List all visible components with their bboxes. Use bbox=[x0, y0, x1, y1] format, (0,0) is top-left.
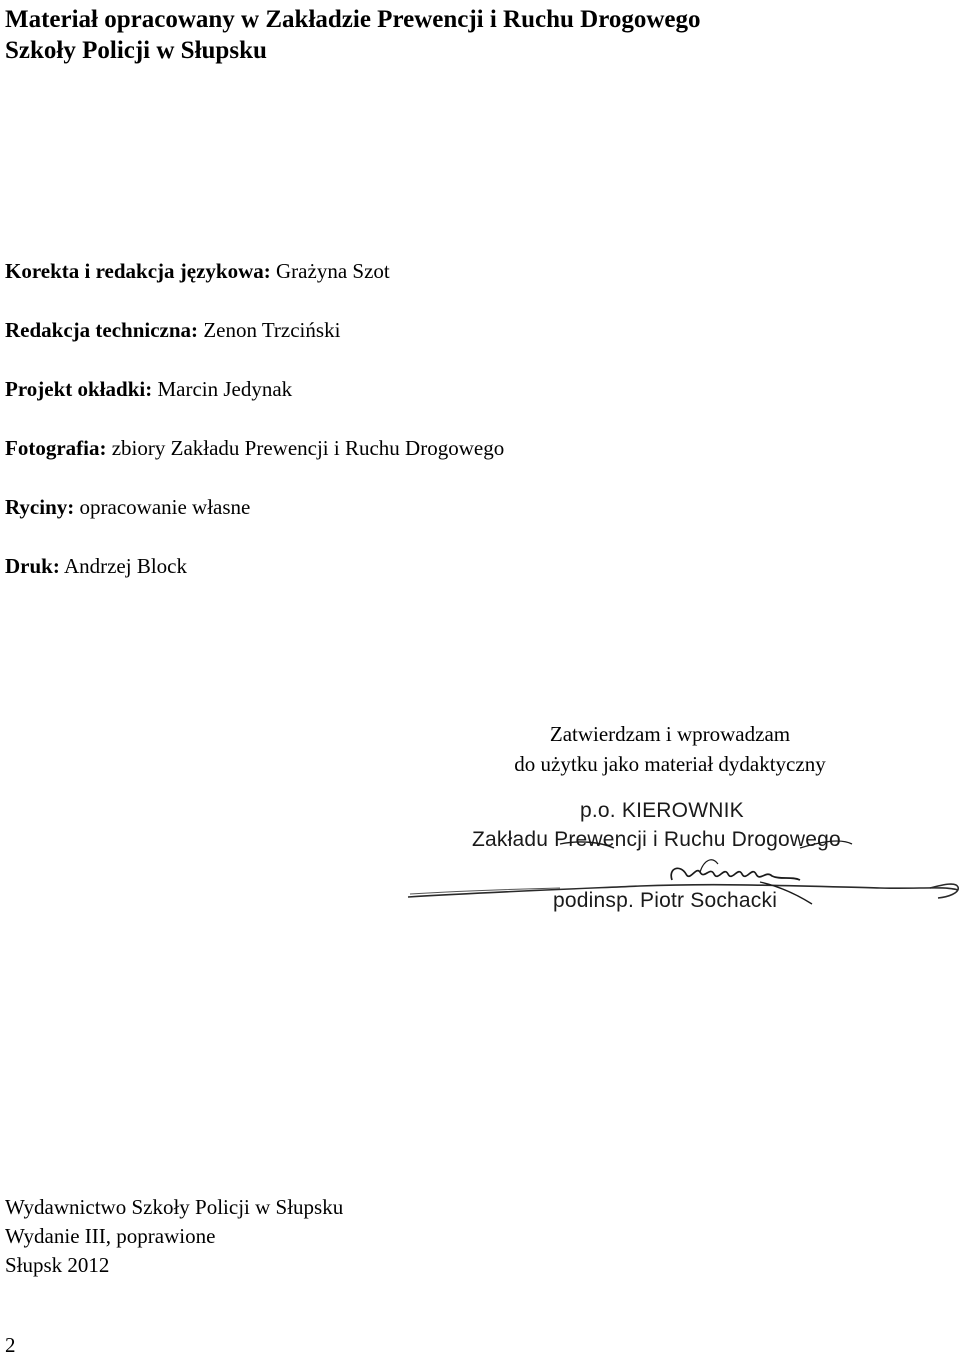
credit-value: opracowanie własne bbox=[79, 495, 251, 519]
page-number: 2 bbox=[5, 1333, 16, 1357]
stamp-line: Zakładu Prewencji i Ruchu Drogowego bbox=[472, 828, 841, 851]
credit-label: Druk: bbox=[5, 554, 60, 578]
document-title bbox=[5, 4, 701, 66]
credit-line bbox=[5, 258, 390, 284]
publisher-info bbox=[5, 1193, 343, 1280]
credit-label: Fotografia: bbox=[5, 436, 107, 460]
signature-stroke bbox=[671, 868, 800, 880]
credit-label: Redakcja techniczna: bbox=[5, 318, 199, 342]
approval-statement bbox=[440, 719, 900, 779]
credit-value: zbiory Zakładu Prewencji i Ruchu Drogowego bbox=[111, 436, 505, 460]
approval-line: do użytku jako materiał dydaktyczny bbox=[514, 752, 826, 776]
credit-line bbox=[5, 435, 504, 461]
publisher-line: Wydawnictwo Szkoły Policji w Słupsku bbox=[5, 1195, 344, 1219]
stamp-line: p.o. KIEROWNIK bbox=[580, 799, 744, 822]
title-line: Materiał opracowany w Zakładzie Prewencji i Ruchu Drogowego bbox=[5, 6, 701, 33]
credit-label: Projekt okładki: bbox=[5, 377, 153, 401]
approval-line: Zatwierdzam i wprowadzam bbox=[549, 722, 791, 746]
credit-value: Marcin Jedynak bbox=[157, 377, 293, 401]
credit-label: Ryciny: bbox=[5, 495, 75, 519]
credit-line bbox=[5, 317, 340, 343]
publisher-line: Wydanie III, poprawione bbox=[5, 1224, 216, 1248]
official-stamp bbox=[400, 790, 960, 920]
credit-value: Andrzej Block bbox=[63, 554, 187, 578]
credit-line bbox=[5, 553, 187, 579]
credit-label: Korekta i redakcja językowa: bbox=[5, 259, 271, 283]
credit-line bbox=[5, 494, 250, 520]
credit-value: Grażyna Szot bbox=[276, 259, 390, 283]
publisher-line: Słupsk 2012 bbox=[5, 1253, 110, 1277]
signature-stroke bbox=[930, 884, 958, 898]
signature-stroke bbox=[700, 860, 718, 872]
stamp-line: podinsp. Piotr Sochacki bbox=[553, 889, 778, 912]
credit-value: Zenon Trzciński bbox=[203, 318, 341, 342]
title-line: Szkoły Policji w Słupsku bbox=[5, 37, 267, 64]
credit-line bbox=[5, 376, 292, 402]
